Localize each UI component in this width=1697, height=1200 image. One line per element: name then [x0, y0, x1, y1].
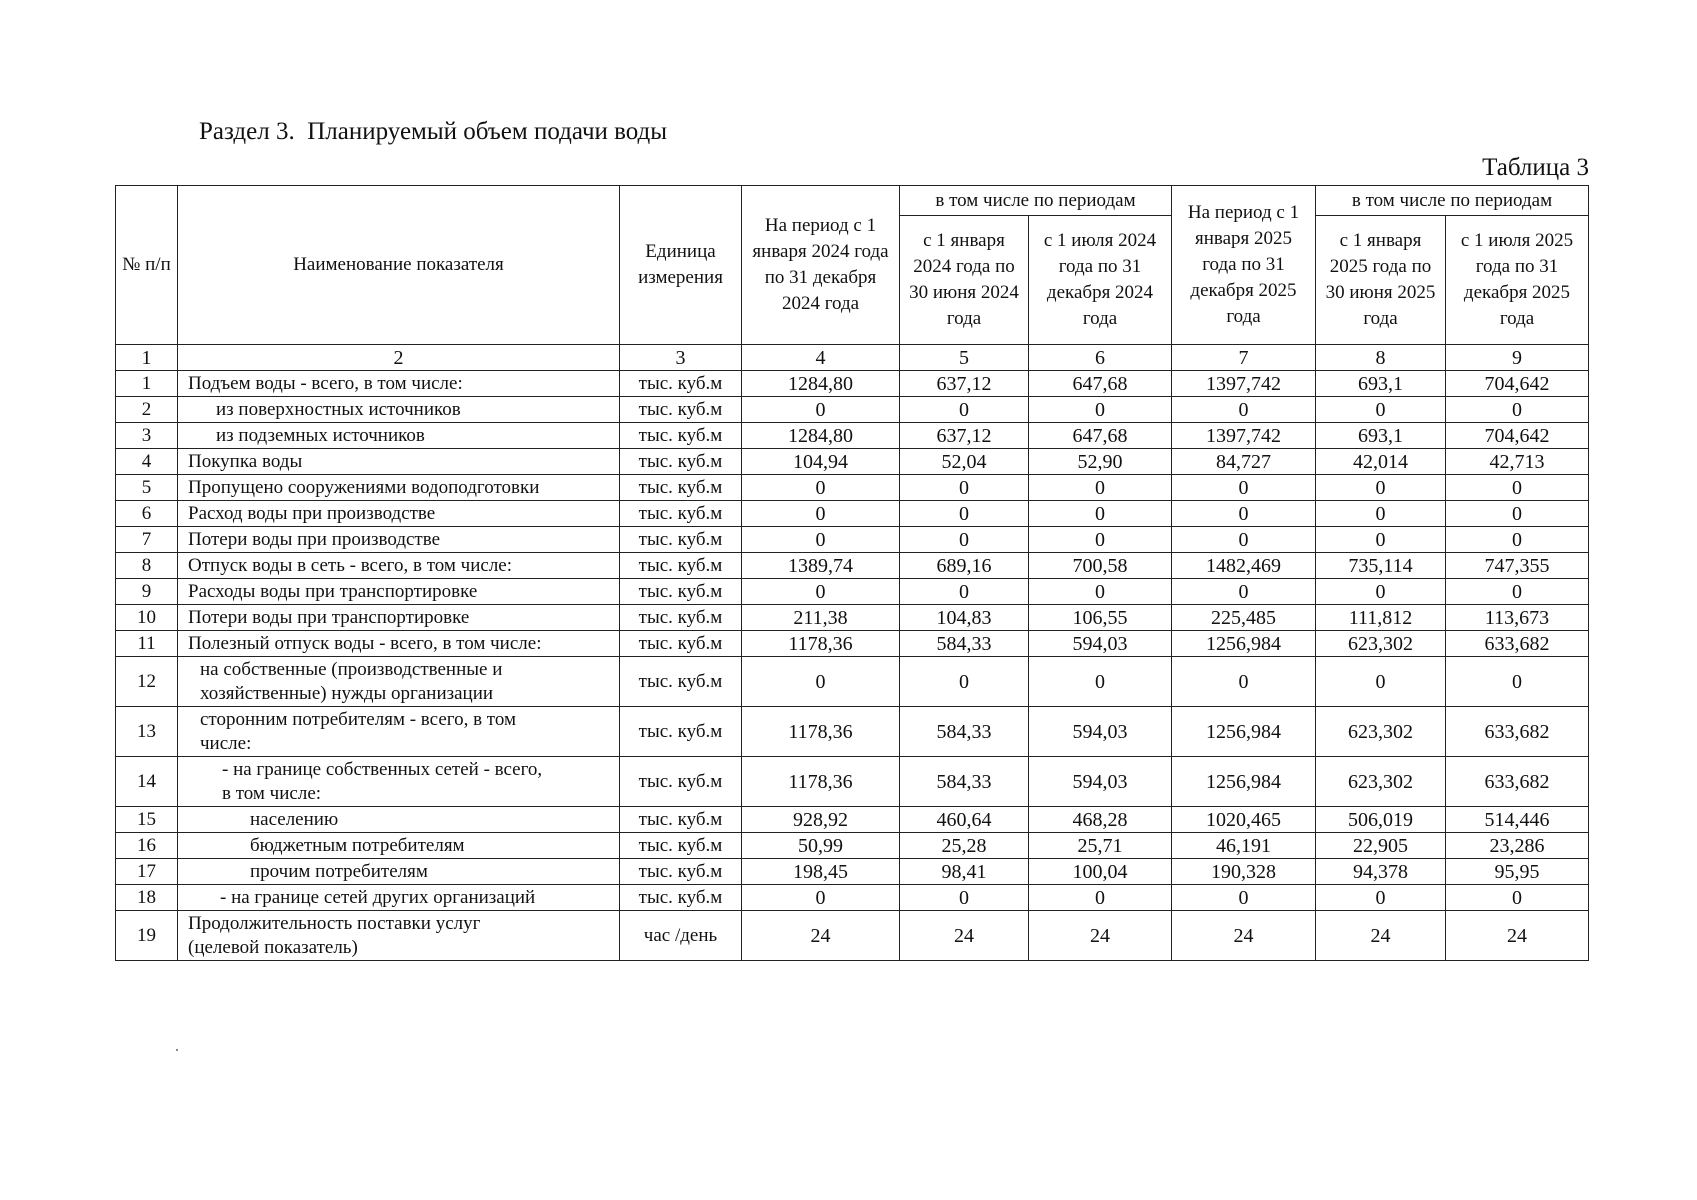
value-cell: 928,92 — [742, 807, 900, 833]
value-cell: 0 — [1446, 657, 1589, 707]
row-name — [178, 757, 620, 807]
value-cell: 0 — [1446, 579, 1589, 605]
row-number: 14 — [116, 757, 178, 807]
value-cell: 704,642 — [1446, 371, 1589, 397]
value-cell: 98,41 — [900, 859, 1029, 885]
row-unit: тыс. куб.м — [620, 757, 742, 807]
row-number: 7 — [116, 527, 178, 553]
table-row — [116, 475, 1589, 501]
value-cell: 1482,469 — [1172, 553, 1316, 579]
value-cell: 95,95 — [1446, 859, 1589, 885]
row-number: 12 — [116, 657, 178, 707]
value-cell: 623,302 — [1316, 631, 1446, 657]
row-number: 6 — [116, 501, 178, 527]
table-row — [116, 397, 1589, 423]
row-unit: тыс. куб.м — [620, 807, 742, 833]
value-cell: 23,286 — [1446, 833, 1589, 859]
column-number: 3 — [620, 345, 742, 371]
header-subperiods-2024: в том числе по периодам — [900, 186, 1172, 216]
header-h2-2025: с 1 июля 2025 года по 31 декабря 2025 года — [1446, 216, 1589, 345]
value-cell: 689,16 — [900, 553, 1029, 579]
row-number: 11 — [116, 631, 178, 657]
value-cell: 0 — [1316, 579, 1446, 605]
table-row — [116, 911, 1589, 961]
value-cell: 0 — [1316, 501, 1446, 527]
value-cell: 584,33 — [900, 631, 1029, 657]
value-cell: 0 — [1172, 501, 1316, 527]
value-cell: 0 — [900, 579, 1029, 605]
row-name: Потери воды при производстве — [178, 527, 620, 553]
row-number: 16 — [116, 833, 178, 859]
column-number: 1 — [116, 345, 178, 371]
table-row — [116, 707, 1589, 757]
value-cell: 0 — [1029, 527, 1172, 553]
header-period-2025: На период с 1 января 2025 года по 31 декабря 2025 года — [1172, 186, 1316, 345]
value-cell: 647,68 — [1029, 423, 1172, 449]
value-cell: 1178,36 — [742, 757, 900, 807]
value-cell: 506,019 — [1316, 807, 1446, 833]
value-cell: 24 — [1446, 911, 1589, 961]
value-cell: 1397,742 — [1172, 423, 1316, 449]
row-name: из поверхностных источников — [178, 397, 620, 423]
header-unit: Единица измерения — [620, 186, 742, 345]
value-cell: 0 — [1029, 885, 1172, 911]
table-row — [116, 371, 1589, 397]
row-unit: час /день — [620, 911, 742, 961]
value-cell: 0 — [1172, 475, 1316, 501]
value-cell: 25,28 — [900, 833, 1029, 859]
scan-speck — [176, 1049, 178, 1051]
row-number: 15 — [116, 807, 178, 833]
value-cell: 111,812 — [1316, 605, 1446, 631]
value-cell: 100,04 — [1029, 859, 1172, 885]
row-unit: тыс. куб.м — [620, 657, 742, 707]
header-num: № п/п — [116, 186, 178, 345]
table-row — [116, 859, 1589, 885]
value-cell: 50,99 — [742, 833, 900, 859]
header-h1-2025: с 1 января 2025 года по 30 июня 2025 года — [1316, 216, 1446, 345]
value-cell: 0 — [900, 527, 1029, 553]
header-h1-2024: с 1 января 2024 года по 30 июня 2024 года — [900, 216, 1029, 345]
value-cell: 584,33 — [900, 707, 1029, 757]
value-cell: 0 — [1446, 475, 1589, 501]
value-cell: 594,03 — [1029, 631, 1172, 657]
value-cell: 0 — [1172, 579, 1316, 605]
table-row — [116, 657, 1589, 707]
value-cell: 633,682 — [1446, 757, 1589, 807]
value-cell: 0 — [1446, 885, 1589, 911]
table-row — [116, 527, 1589, 553]
value-cell: 1256,984 — [1172, 631, 1316, 657]
row-name: - на границе сетей других организаций — [178, 885, 620, 911]
value-cell: 0 — [1316, 397, 1446, 423]
row-unit: тыс. куб.м — [620, 631, 742, 657]
row-name — [178, 657, 620, 707]
value-cell: 0 — [742, 579, 900, 605]
row-unit: тыс. куб.м — [620, 885, 742, 911]
value-cell: 25,71 — [1029, 833, 1172, 859]
value-cell: 46,191 — [1172, 833, 1316, 859]
value-cell: 594,03 — [1029, 757, 1172, 807]
row-unit: тыс. куб.м — [620, 605, 742, 631]
value-cell: 637,12 — [900, 371, 1029, 397]
column-number: 5 — [900, 345, 1029, 371]
value-cell: 52,90 — [1029, 449, 1172, 475]
value-cell: 84,727 — [1172, 449, 1316, 475]
header-period-2024: На период с 1 января 2024 года по 31 декабря 2024 года — [742, 186, 900, 345]
value-cell: 0 — [1029, 475, 1172, 501]
row-name: Расходы воды при транспортировке — [178, 579, 620, 605]
value-cell: 0 — [1172, 885, 1316, 911]
row-name — [178, 707, 620, 757]
row-name-line-2: (целевой показатель) — [188, 936, 358, 958]
table-row — [116, 807, 1589, 833]
value-cell: 0 — [742, 501, 900, 527]
value-cell: 0 — [1316, 527, 1446, 553]
table-row — [116, 579, 1589, 605]
row-name-line-1: на собственные (производственные и — [200, 658, 503, 680]
table-row — [116, 423, 1589, 449]
value-cell: 211,38 — [742, 605, 900, 631]
row-unit: тыс. куб.м — [620, 553, 742, 579]
value-cell: 594,03 — [1029, 707, 1172, 757]
water-supply-table — [115, 185, 1589, 961]
row-number: 1 — [116, 371, 178, 397]
row-unit: тыс. куб.м — [620, 423, 742, 449]
table-label: Таблица 3 — [1482, 154, 1589, 181]
value-cell: 24 — [1172, 911, 1316, 961]
row-number: 3 — [116, 423, 178, 449]
row-unit: тыс. куб.м — [620, 859, 742, 885]
value-cell: 735,114 — [1316, 553, 1446, 579]
value-cell: 633,682 — [1446, 631, 1589, 657]
row-name: бюджетным потребителям — [178, 833, 620, 859]
value-cell: 0 — [742, 527, 900, 553]
value-cell: 468,28 — [1029, 807, 1172, 833]
value-cell: 104,94 — [742, 449, 900, 475]
value-cell: 0 — [1029, 501, 1172, 527]
column-number: 6 — [1029, 345, 1172, 371]
value-cell: 1284,80 — [742, 423, 900, 449]
value-cell: 1397,742 — [1172, 371, 1316, 397]
row-number: 2 — [116, 397, 178, 423]
section-title: Раздел 3. Планируемый объем подачи воды — [199, 118, 668, 145]
value-cell: 190,328 — [1172, 859, 1316, 885]
value-cell: 104,83 — [900, 605, 1029, 631]
value-cell: 0 — [1029, 397, 1172, 423]
table-row — [116, 885, 1589, 911]
table-row — [116, 501, 1589, 527]
value-cell: 0 — [900, 397, 1029, 423]
row-name: прочим потребителям — [178, 859, 620, 885]
value-cell: 700,58 — [1029, 553, 1172, 579]
value-cell: 514,446 — [1446, 807, 1589, 833]
row-name: Подъем воды - всего, в том числе: — [178, 371, 620, 397]
table-row — [116, 631, 1589, 657]
value-cell: 106,55 — [1029, 605, 1172, 631]
value-cell: 0 — [900, 475, 1029, 501]
value-cell: 623,302 — [1316, 707, 1446, 757]
value-cell: 460,64 — [900, 807, 1029, 833]
value-cell: 0 — [1172, 527, 1316, 553]
row-unit: тыс. куб.м — [620, 397, 742, 423]
row-name-line-1: Продолжительность поставки услуг — [188, 912, 481, 934]
value-cell: 623,302 — [1316, 757, 1446, 807]
value-cell: 647,68 — [1029, 371, 1172, 397]
value-cell: 0 — [900, 501, 1029, 527]
row-name-line-1: - на границе собственных сетей - всего, — [222, 758, 543, 780]
row-name: Потери воды при транспортировке — [178, 605, 620, 631]
value-cell: 0 — [1029, 657, 1172, 707]
value-cell: 1178,36 — [742, 707, 900, 757]
value-cell: 1178,36 — [742, 631, 900, 657]
value-cell: 225,485 — [1172, 605, 1316, 631]
value-cell: 693,1 — [1316, 371, 1446, 397]
value-cell: 0 — [1446, 527, 1589, 553]
column-number: 7 — [1172, 345, 1316, 371]
row-unit: тыс. куб.м — [620, 475, 742, 501]
row-name: Пропущено сооружениями водоподготовки — [178, 475, 620, 501]
row-number: 4 — [116, 449, 178, 475]
header-h2-2024: с 1 июля 2024 года по 31 декабря 2024 года — [1029, 216, 1172, 345]
row-name-line-2: числе: — [200, 732, 252, 754]
row-unit: тыс. куб.м — [620, 371, 742, 397]
table-row — [116, 757, 1589, 807]
header-subperiods-2025: в том числе по периодам — [1316, 186, 1589, 216]
value-cell: 1256,984 — [1172, 707, 1316, 757]
value-cell: 1256,984 — [1172, 757, 1316, 807]
row-name-line-1: сторонним потребителям - всего, в том — [200, 708, 517, 730]
value-cell: 1020,465 — [1172, 807, 1316, 833]
value-cell: 113,673 — [1446, 605, 1589, 631]
value-cell: 747,355 — [1446, 553, 1589, 579]
row-unit: тыс. куб.м — [620, 579, 742, 605]
column-number: 2 — [178, 345, 620, 371]
header-name: Наименование показателя — [178, 186, 620, 345]
value-cell: 1389,74 — [742, 553, 900, 579]
row-name-line-2: хозяйственные) нужды организации — [200, 682, 494, 704]
value-cell: 1284,80 — [742, 371, 900, 397]
value-cell: 0 — [742, 397, 900, 423]
table-row — [116, 553, 1589, 579]
value-cell: 584,33 — [900, 757, 1029, 807]
row-name — [178, 911, 620, 961]
value-cell: 0 — [1172, 657, 1316, 707]
value-cell: 24 — [742, 911, 900, 961]
value-cell: 637,12 — [900, 423, 1029, 449]
row-number: 5 — [116, 475, 178, 501]
value-cell: 0 — [742, 475, 900, 501]
row-name: из подземных источников — [178, 423, 620, 449]
row-name-line-2: в том числе: — [222, 782, 322, 804]
value-cell: 0 — [1316, 885, 1446, 911]
value-cell: 0 — [742, 885, 900, 911]
value-cell: 704,642 — [1446, 423, 1589, 449]
value-cell: 0 — [1316, 657, 1446, 707]
value-cell: 0 — [1316, 475, 1446, 501]
row-unit: тыс. куб.м — [620, 707, 742, 757]
column-number-row — [116, 345, 1589, 371]
value-cell: 24 — [1029, 911, 1172, 961]
value-cell: 42,014 — [1316, 449, 1446, 475]
row-number: 19 — [116, 911, 178, 961]
row-number: 13 — [116, 707, 178, 757]
row-number: 17 — [116, 859, 178, 885]
column-number: 8 — [1316, 345, 1446, 371]
value-cell: 22,905 — [1316, 833, 1446, 859]
value-cell: 24 — [900, 911, 1029, 961]
row-name: Полезный отпуск воды - всего, в том числе: — [178, 631, 620, 657]
column-number: 4 — [742, 345, 900, 371]
value-cell: 633,682 — [1446, 707, 1589, 757]
table-row — [116, 605, 1589, 631]
value-cell: 0 — [1029, 579, 1172, 605]
value-cell: 0 — [1446, 501, 1589, 527]
row-unit: тыс. куб.м — [620, 449, 742, 475]
table-row — [116, 449, 1589, 475]
row-name: Отпуск воды в сеть - всего, в том числе: — [178, 553, 620, 579]
value-cell: 0 — [1446, 397, 1589, 423]
value-cell: 0 — [742, 657, 900, 707]
column-number: 9 — [1446, 345, 1589, 371]
row-number: 9 — [116, 579, 178, 605]
row-unit: тыс. куб.м — [620, 501, 742, 527]
value-cell: 42,713 — [1446, 449, 1589, 475]
row-number: 8 — [116, 553, 178, 579]
row-unit: тыс. куб.м — [620, 833, 742, 859]
row-number: 10 — [116, 605, 178, 631]
row-name: Покупка воды — [178, 449, 620, 475]
row-name: населению — [178, 807, 620, 833]
row-name: Расход воды при производстве — [178, 501, 620, 527]
value-cell: 24 — [1316, 911, 1446, 961]
row-number: 18 — [116, 885, 178, 911]
value-cell: 693,1 — [1316, 423, 1446, 449]
value-cell: 0 — [1172, 397, 1316, 423]
value-cell: 0 — [900, 657, 1029, 707]
value-cell: 198,45 — [742, 859, 900, 885]
table-row — [116, 833, 1589, 859]
value-cell: 52,04 — [900, 449, 1029, 475]
row-unit: тыс. куб.м — [620, 527, 742, 553]
value-cell: 0 — [900, 885, 1029, 911]
value-cell: 94,378 — [1316, 859, 1446, 885]
